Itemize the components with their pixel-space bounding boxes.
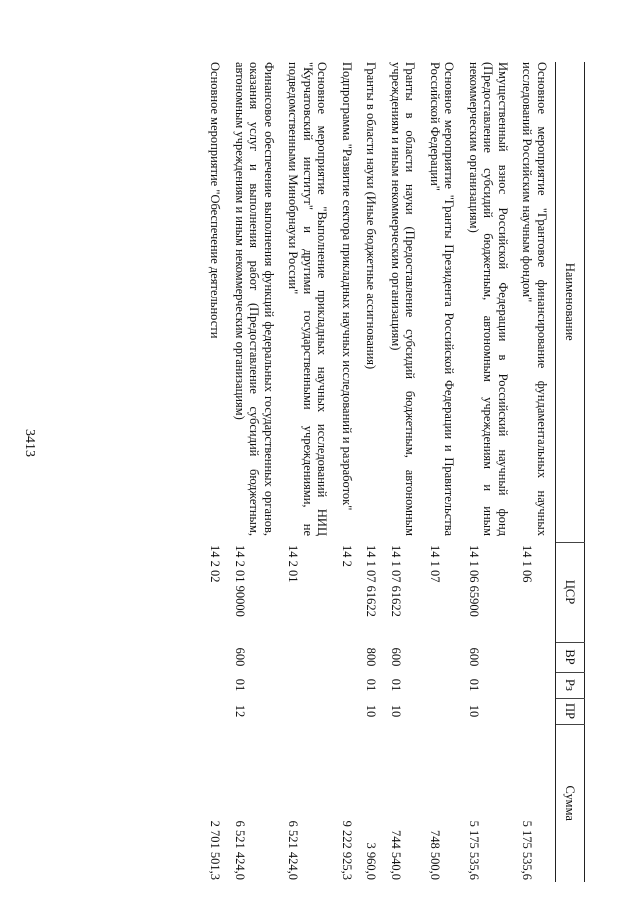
row-name: Основное мероприятие "Гранты Президента Российской Федерации и Правительства Российской Федерации" (428, 62, 457, 536)
table-row (381, 62, 420, 882)
row-name: Имущественный взнос Российской Федерации в Российский научный фонд (Предоставление субсидий бюджетным, автономным учреждениям и иным некоммерческим организациям) (467, 62, 510, 536)
row-pr (278, 698, 332, 724)
header-csr: ЦСР (556, 542, 585, 642)
table-row (278, 62, 332, 882)
header-rz: Рз (556, 672, 585, 698)
header-vr: ВР (556, 642, 585, 672)
row-csr: 14 1 07 61622 (364, 545, 379, 617)
row-vr (200, 642, 225, 672)
row-csr: 14 1 07 (428, 545, 442, 583)
row-rz (420, 672, 459, 698)
row-csr: 14 1 06 65900 (467, 545, 481, 617)
table-spacer (551, 62, 556, 882)
row-csr: 14 2 (340, 545, 354, 567)
row-vr (278, 642, 332, 672)
row-vr: 600 (467, 647, 481, 667)
row-sum: 748 500,0 (428, 830, 442, 880)
header-sum: Сумма (556, 724, 585, 882)
page-number-text: 3413 (22, 429, 37, 457)
row-vr: 600 (389, 647, 403, 667)
row-rz: 01 (364, 678, 379, 692)
row-pr: 12 (233, 704, 247, 718)
row-csr: 14 1 07 61622 (389, 545, 403, 617)
table-row (459, 62, 513, 882)
row-sum: 5 175 535,6 (520, 820, 535, 880)
row-csr: 14 2 01 (286, 545, 301, 583)
row-name: Основное мероприятие "Обеспечение деятельности (208, 62, 223, 339)
row-vr: 600 (233, 647, 247, 667)
row-name: Основное мероприятие "Выполнение прикладных научных исследований НИЦ "Курчатовский институт" и другими государственными учреждениями, не подведомственными Минобрнауки России" (286, 62, 330, 536)
row-pr: 10 (467, 704, 481, 718)
budget-table (200, 62, 585, 882)
row-pr (332, 698, 357, 724)
row-sum: 6 521 424,0 (286, 820, 301, 880)
row-rz: 01 (233, 678, 247, 692)
row-csr: 14 1 06 (520, 545, 535, 583)
header-row (556, 62, 585, 882)
table-header (556, 62, 585, 882)
row-csr: 14 2 02 (208, 545, 223, 583)
row-rz (512, 672, 551, 698)
row-pr: 10 (364, 704, 379, 718)
budget-table-sheet (45, 62, 585, 882)
row-csr: 14 2 01 90000 (233, 545, 247, 617)
row-rz: 01 (389, 678, 403, 692)
table-row (225, 62, 279, 882)
table-row (420, 62, 459, 882)
row-vr (512, 642, 551, 672)
row-pr (420, 698, 459, 724)
row-sum: 744 540,0 (389, 830, 403, 880)
row-vr: 800 (364, 647, 379, 667)
table-row (512, 62, 551, 882)
row-rz (278, 672, 332, 698)
page-number (14, 0, 44, 905)
row-pr: 10 (389, 704, 403, 718)
row-pr (200, 698, 225, 724)
row-sum: 5 175 535,6 (467, 820, 481, 880)
row-rz (332, 672, 357, 698)
row-vr (420, 642, 459, 672)
row-pr (512, 698, 551, 724)
row-vr (332, 642, 357, 672)
row-sum: 3 960,0 (364, 842, 379, 880)
row-sum: 9 222 925,3 (340, 820, 354, 880)
row-sum: 6 521 424,0 (233, 820, 247, 880)
header-name: Наименование (556, 62, 585, 542)
row-name: Финансовое обеспечение выполнения функций федеральных государственных органов, оказания услуг и выполнения работ (Предоставление субсидий бюджетным, автономным учреждениям и иным некоммерческим организациям) (233, 62, 276, 536)
row-name: Подпрограмма "Развитие сектора прикладных научных исследований и разработок" (340, 62, 354, 511)
table-row (200, 62, 225, 882)
row-sum: 2 701 501,3 (208, 820, 223, 880)
row-rz (200, 672, 225, 698)
row-name: Основное мероприятие "Грантовое финансирование фундаментальных научных исследований Российским научным фондом" (520, 62, 549, 536)
row-name: Гранты в области науки (Предоставление субсидий бюджетным, автономным учреждениям и иным некоммерческим организациям) (389, 62, 418, 536)
row-name: Гранты в области науки (Иные бюджетные ассигнования) (364, 62, 379, 370)
row-rz: 01 (467, 678, 481, 692)
table-row (332, 62, 357, 882)
header-pr: ПР (556, 698, 585, 724)
table-body (200, 62, 556, 882)
table-row (356, 62, 381, 882)
